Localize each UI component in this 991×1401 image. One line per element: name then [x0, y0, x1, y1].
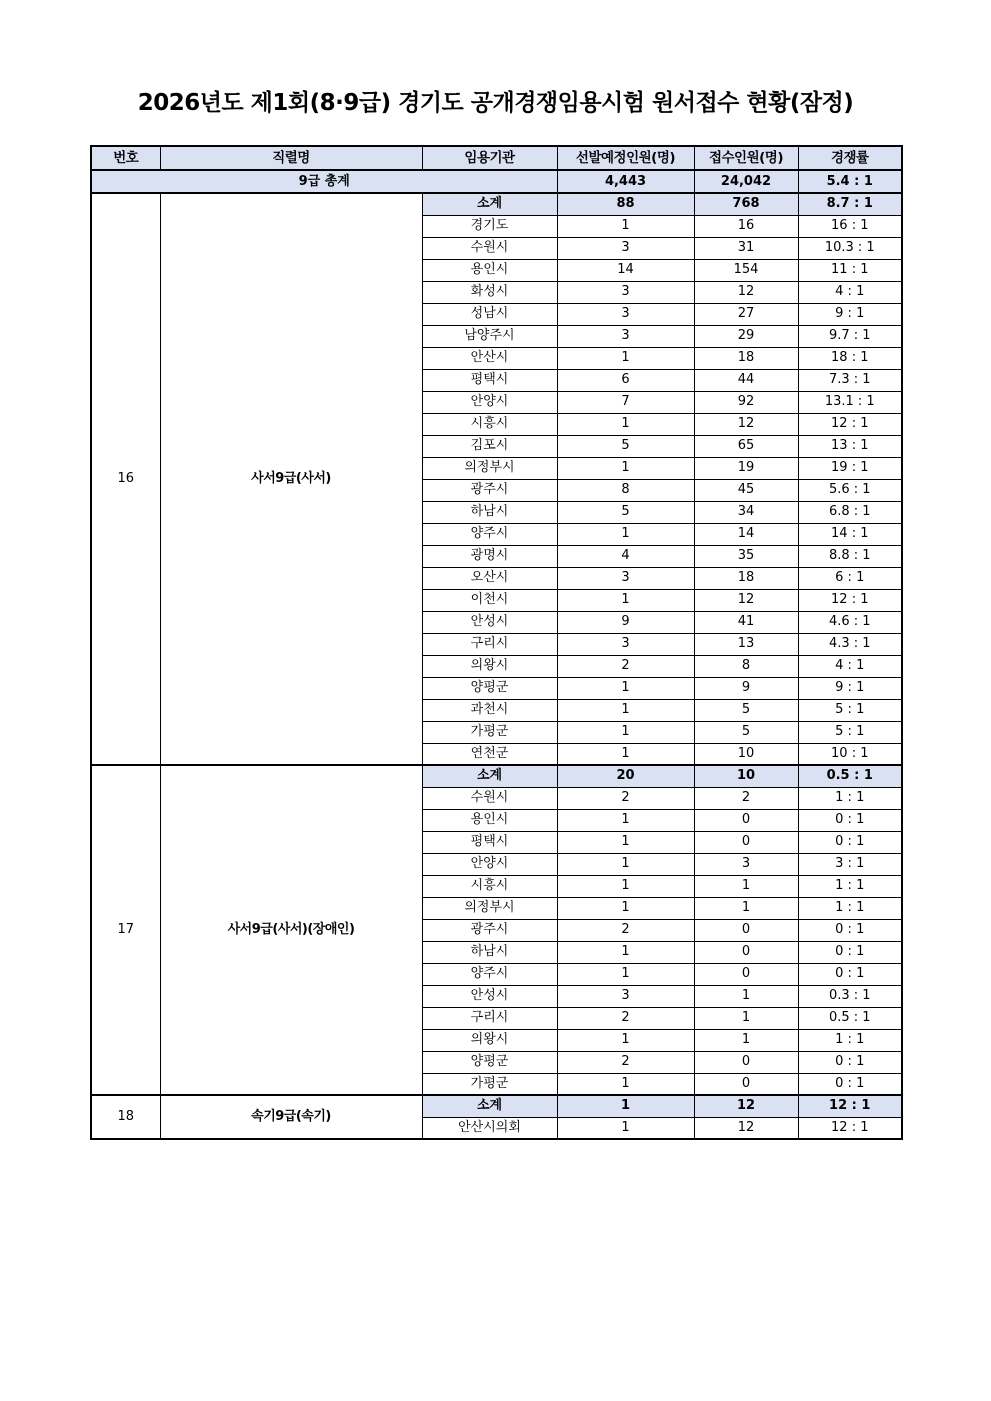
- planned-cell: 1: [557, 875, 694, 897]
- applicants-cell: 8: [694, 655, 798, 677]
- ratio-cell: 1 : 1: [798, 875, 902, 897]
- planned-cell: 3: [557, 281, 694, 303]
- agency-cell: 안성시: [422, 611, 557, 633]
- subtotal-planned-cell: 1: [557, 1095, 694, 1117]
- agency-cell: 안산시: [422, 347, 557, 369]
- ratio-cell: 6.8 : 1: [798, 501, 902, 523]
- planned-cell: 6: [557, 369, 694, 391]
- ratio-cell: 4.3 : 1: [798, 633, 902, 655]
- applicants-cell: 18: [694, 347, 798, 369]
- column-header: 임용기관: [422, 146, 557, 170]
- planned-cell: 1: [557, 809, 694, 831]
- agency-cell: 하남시: [422, 501, 557, 523]
- agency-cell: 김포시: [422, 435, 557, 457]
- applicants-cell: 0: [694, 919, 798, 941]
- ratio-cell: 0 : 1: [798, 941, 902, 963]
- applicants-cell: 1: [694, 1007, 798, 1029]
- agency-cell: 용인시: [422, 259, 557, 281]
- planned-cell: 9: [557, 611, 694, 633]
- section-number-cell: 16: [91, 193, 160, 765]
- planned-cell: 8: [557, 479, 694, 501]
- section-number-cell: 17: [91, 765, 160, 1095]
- planned-cell: 1: [557, 589, 694, 611]
- planned-cell: 1: [557, 677, 694, 699]
- planned-cell: 2: [557, 787, 694, 809]
- ratio-cell: 13.1 : 1: [798, 391, 902, 413]
- planned-cell: 3: [557, 633, 694, 655]
- table-body: [91, 170, 902, 1139]
- ratio-cell: 1 : 1: [798, 897, 902, 919]
- applicants-cell: 0: [694, 831, 798, 853]
- planned-cell: 1: [557, 853, 694, 875]
- applicants-cell: 1: [694, 1029, 798, 1051]
- agency-cell: 의정부시: [422, 457, 557, 479]
- ratio-cell: 11 : 1: [798, 259, 902, 281]
- agency-cell: 시흥시: [422, 875, 557, 897]
- planned-cell: 1: [557, 523, 694, 545]
- applicants-cell: 44: [694, 369, 798, 391]
- planned-cell: 1: [557, 897, 694, 919]
- series-name-cell: 사서9급(사서): [160, 193, 422, 765]
- applicants-cell: 0: [694, 1073, 798, 1095]
- planned-cell: 14: [557, 259, 694, 281]
- subtotal-ratio-cell: 12 : 1: [798, 1095, 902, 1117]
- agency-cell: 가평군: [422, 721, 557, 743]
- planned-cell: 2: [557, 919, 694, 941]
- ratio-cell: 13 : 1: [798, 435, 902, 457]
- ratio-cell: 3 : 1: [798, 853, 902, 875]
- planned-cell: 3: [557, 325, 694, 347]
- ratio-cell: 12 : 1: [798, 1117, 902, 1139]
- applicants-cell: 154: [694, 259, 798, 281]
- agency-cell: 의왕시: [422, 1029, 557, 1051]
- planned-cell: 1: [557, 413, 694, 435]
- agency-cell: 의정부시: [422, 897, 557, 919]
- application-status-table: [90, 145, 903, 1140]
- planned-cell: 2: [557, 1007, 694, 1029]
- ratio-cell: 5.6 : 1: [798, 479, 902, 501]
- applicants-cell: 34: [694, 501, 798, 523]
- page-title: 2026년도 제1회(8·9급) 경기도 공개경쟁임용시험 원서접수 현황(잠정): [137, 90, 854, 116]
- applicants-cell: 29: [694, 325, 798, 347]
- applicants-cell: 45: [694, 479, 798, 501]
- agency-cell: 성남시: [422, 303, 557, 325]
- agency-cell: 경기도: [422, 215, 557, 237]
- ratio-cell: 0 : 1: [798, 1073, 902, 1095]
- ratio-cell: 14 : 1: [798, 523, 902, 545]
- ratio-cell: 12 : 1: [798, 589, 902, 611]
- planned-cell: 1: [557, 963, 694, 985]
- ratio-cell: 9 : 1: [798, 677, 902, 699]
- applicants-cell: 16: [694, 215, 798, 237]
- planned-cell: 7: [557, 391, 694, 413]
- ratio-cell: 0.3 : 1: [798, 985, 902, 1007]
- agency-cell: 수원시: [422, 787, 557, 809]
- applicants-cell: 13: [694, 633, 798, 655]
- grand-total-label: 9급 총계: [91, 170, 557, 193]
- applicants-cell: 65: [694, 435, 798, 457]
- subtotal-planned-cell: 88: [557, 193, 694, 215]
- planned-cell: 1: [557, 831, 694, 853]
- applicants-cell: 0: [694, 941, 798, 963]
- subtotal-planned-cell: 20: [557, 765, 694, 787]
- ratio-cell: 9 : 1: [798, 303, 902, 325]
- subtotal-row: [91, 193, 902, 215]
- table-header-row: [91, 146, 902, 170]
- applicants-cell: 1: [694, 897, 798, 919]
- ratio-cell: 0 : 1: [798, 919, 902, 941]
- planned-cell: 1: [557, 1029, 694, 1051]
- ratio-cell: 6 : 1: [798, 567, 902, 589]
- applicants-cell: 3: [694, 853, 798, 875]
- subtotal-applicants-cell: 12: [694, 1095, 798, 1117]
- agency-cell: 연천군: [422, 743, 557, 765]
- applicants-cell: 12: [694, 1117, 798, 1139]
- ratio-cell: 0 : 1: [798, 809, 902, 831]
- applicants-cell: 10: [694, 743, 798, 765]
- ratio-cell: 5 : 1: [798, 721, 902, 743]
- applicants-cell: 12: [694, 413, 798, 435]
- planned-cell: 1: [557, 1073, 694, 1095]
- ratio-cell: 0 : 1: [798, 963, 902, 985]
- planned-cell: 1: [557, 743, 694, 765]
- agency-cell: 가평군: [422, 1073, 557, 1095]
- planned-cell: 1: [557, 215, 694, 237]
- agency-cell: 용인시: [422, 809, 557, 831]
- applicants-cell: 41: [694, 611, 798, 633]
- agency-cell: 안양시: [422, 391, 557, 413]
- series-name-cell: 속기9급(속기): [160, 1095, 422, 1139]
- series-name-cell: 사서9급(사서)(장애인): [160, 765, 422, 1095]
- ratio-cell: 7.3 : 1: [798, 369, 902, 391]
- agency-cell: 안성시: [422, 985, 557, 1007]
- applicants-cell: 0: [694, 809, 798, 831]
- ratio-cell: 16 : 1: [798, 215, 902, 237]
- ratio-cell: 19 : 1: [798, 457, 902, 479]
- agency-cell: 평택시: [422, 831, 557, 853]
- agency-cell: 양평군: [422, 1051, 557, 1073]
- agency-cell: 양주시: [422, 963, 557, 985]
- subtotal-ratio-cell: 0.5 : 1: [798, 765, 902, 787]
- subtotal-row: [91, 1095, 902, 1117]
- planned-cell: 5: [557, 435, 694, 457]
- subtotal-label-cell: 소계: [422, 765, 557, 787]
- agency-cell: 과천시: [422, 699, 557, 721]
- column-header: 선발예정인원(명): [557, 146, 694, 170]
- agency-cell: 이천시: [422, 589, 557, 611]
- subtotal-label-cell: 소계: [422, 1095, 557, 1117]
- ratio-cell: 8.8 : 1: [798, 545, 902, 567]
- column-header: 번호: [91, 146, 160, 170]
- column-header: 경쟁률: [798, 146, 902, 170]
- planned-cell: 1: [557, 1117, 694, 1139]
- column-header: 직렬명: [160, 146, 422, 170]
- ratio-cell: 4 : 1: [798, 655, 902, 677]
- agency-cell: 양주시: [422, 523, 557, 545]
- applicants-cell: 9: [694, 677, 798, 699]
- applicants-cell: 92: [694, 391, 798, 413]
- applicants-cell: 0: [694, 1051, 798, 1073]
- agency-cell: 수원시: [422, 237, 557, 259]
- agency-cell: 광주시: [422, 919, 557, 941]
- planned-cell: 3: [557, 303, 694, 325]
- ratio-cell: 5 : 1: [798, 699, 902, 721]
- subtotal-ratio-cell: 8.7 : 1: [798, 193, 902, 215]
- applicants-cell: 27: [694, 303, 798, 325]
- agency-cell: 안산시의회: [422, 1117, 557, 1139]
- planned-cell: 1: [557, 457, 694, 479]
- applicants-cell: 12: [694, 281, 798, 303]
- grand-total-planned: 4,443: [557, 170, 694, 193]
- planned-cell: 1: [557, 699, 694, 721]
- applicants-cell: 19: [694, 457, 798, 479]
- planned-cell: 2: [557, 655, 694, 677]
- applicants-cell: 31: [694, 237, 798, 259]
- applicants-cell: 18: [694, 567, 798, 589]
- planned-cell: 1: [557, 347, 694, 369]
- applicants-cell: 35: [694, 545, 798, 567]
- agency-cell: 양평군: [422, 677, 557, 699]
- agency-cell: 화성시: [422, 281, 557, 303]
- ratio-cell: 4 : 1: [798, 281, 902, 303]
- applicants-cell: 1: [694, 985, 798, 1007]
- applicants-cell: 5: [694, 721, 798, 743]
- applicants-cell: 0: [694, 963, 798, 985]
- ratio-cell: 0 : 1: [798, 831, 902, 853]
- ratio-cell: 12 : 1: [798, 413, 902, 435]
- ratio-cell: 10 : 1: [798, 743, 902, 765]
- ratio-cell: 4.6 : 1: [798, 611, 902, 633]
- planned-cell: 2: [557, 1051, 694, 1073]
- applicants-cell: 2: [694, 787, 798, 809]
- ratio-cell: 10.3 : 1: [798, 237, 902, 259]
- agency-cell: 의왕시: [422, 655, 557, 677]
- agency-cell: 오산시: [422, 567, 557, 589]
- agency-cell: 하남시: [422, 941, 557, 963]
- planned-cell: 3: [557, 237, 694, 259]
- applicants-cell: 12: [694, 589, 798, 611]
- applicants-cell: 14: [694, 523, 798, 545]
- agency-cell: 광주시: [422, 479, 557, 501]
- planned-cell: 1: [557, 941, 694, 963]
- column-header: 접수인원(명): [694, 146, 798, 170]
- ratio-cell: 18 : 1: [798, 347, 902, 369]
- agency-cell: 평택시: [422, 369, 557, 391]
- agency-cell: 광명시: [422, 545, 557, 567]
- grand-total-ratio: 5.4 : 1: [798, 170, 902, 193]
- planned-cell: 5: [557, 501, 694, 523]
- applicants-cell: 1: [694, 875, 798, 897]
- ratio-cell: 1 : 1: [798, 787, 902, 809]
- section-number-cell: 18: [91, 1095, 160, 1139]
- subtotal-applicants-cell: 10: [694, 765, 798, 787]
- agency-cell: 시흥시: [422, 413, 557, 435]
- ratio-cell: 0 : 1: [798, 1051, 902, 1073]
- planned-cell: 3: [557, 985, 694, 1007]
- agency-cell: 남양주시: [422, 325, 557, 347]
- ratio-cell: 9.7 : 1: [798, 325, 902, 347]
- subtotal-label-cell: 소계: [422, 193, 557, 215]
- ratio-cell: 0.5 : 1: [798, 1007, 902, 1029]
- grand-total-applicants: 24,042: [694, 170, 798, 193]
- subtotal-applicants-cell: 768: [694, 193, 798, 215]
- planned-cell: 4: [557, 545, 694, 567]
- planned-cell: 3: [557, 567, 694, 589]
- agency-cell: 안양시: [422, 853, 557, 875]
- agency-cell: 구리시: [422, 633, 557, 655]
- planned-cell: 1: [557, 721, 694, 743]
- ratio-cell: 1 : 1: [798, 1029, 902, 1051]
- applicants-cell: 5: [694, 699, 798, 721]
- agency-cell: 구리시: [422, 1007, 557, 1029]
- subtotal-row: [91, 765, 902, 787]
- grand-total-row: [91, 170, 902, 193]
